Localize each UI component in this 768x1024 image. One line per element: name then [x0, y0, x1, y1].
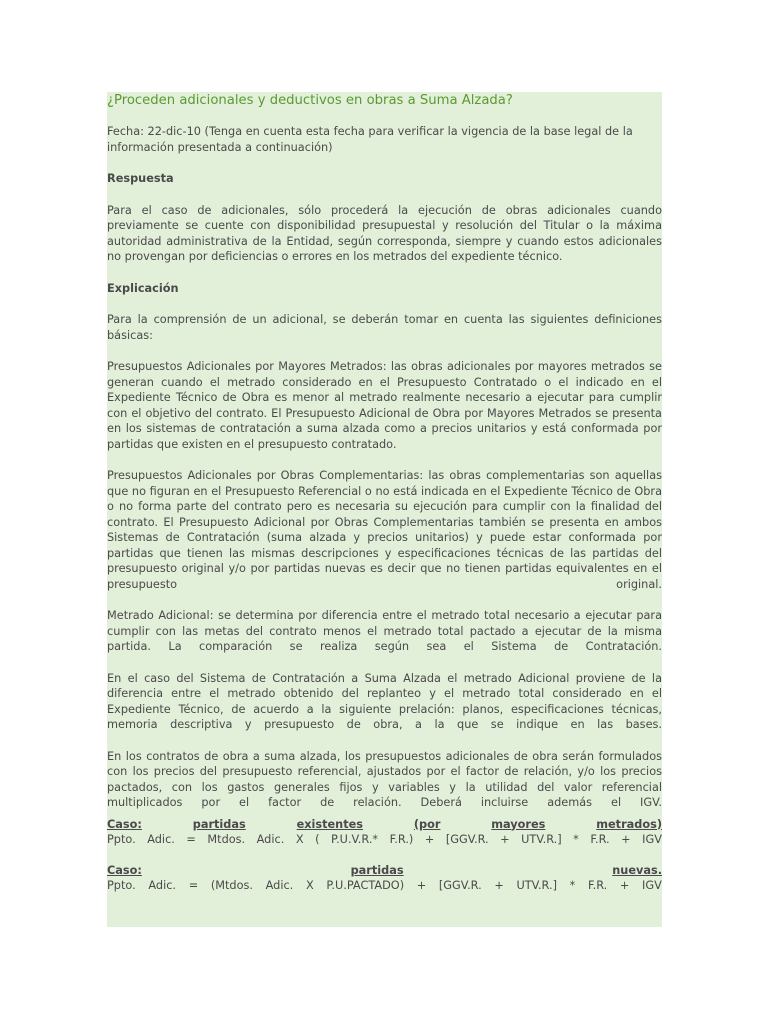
document-title: ¿Proceden adicionales y deductivos en obras a Suma Alzada?: [107, 93, 513, 108]
formula-token: +: [621, 833, 631, 846]
formula-token: =: [186, 833, 196, 846]
formula-token: +: [500, 833, 510, 846]
formula-token: Caso:: [107, 817, 142, 831]
formula-token: Adic.: [147, 833, 175, 846]
respuesta-paragraph: Para el caso de adicionales, sólo procederá la ejecución de obras adicionales cuando previamente se cuente con disponibilidad presupuestal y resolución del Titular o la máxima autoridad administrativa de la Entidad, según corresponda, siempre y cuando estos adicionales no provengan por deficiencias o errores en los metrados del expediente técnico.: [107, 203, 662, 263]
formula-token: *: [569, 879, 576, 892]
suma-alzada-paragraph: En el caso del Sistema de Contratación a Suma Alzada el metrado Adicional proviene de la diferencia entre el metrado obtenido del replanteo y el metrado total considerado en el Expediente Técnico, de acuerdo a la siguiente prelación: planos, especificaciones técnicas, memoria descriptiva y presupuesto de obra, a la que se indique en las bases.: [107, 671, 662, 731]
formula-token: nuevas.: [612, 863, 662, 877]
formula-token: metrados): [596, 817, 662, 831]
formula-token: mayores: [491, 817, 546, 831]
formula-token: IGV: [642, 833, 662, 846]
explicacion-intro: Para la comprensión de un adicional, se deberán tomar en cuenta las siguientes definiciones básicas:: [107, 313, 662, 342]
caso1-title: [107, 817, 662, 833]
formula-token: Ppto.: [107, 833, 136, 846]
formula-token: X: [305, 879, 314, 892]
formula-token: UTV.R.]: [521, 833, 562, 846]
formula-token: *: [573, 833, 579, 846]
formula-token: Adic.: [265, 879, 294, 892]
formula-token: X: [295, 833, 304, 846]
formula-token: IGV: [642, 879, 662, 892]
definition-metrado-adicional: Metrado Adicional: se determina por diferencia entre el metrado total necesario a ejecutar para cumplir con las metas del contrato menos el metrado total pactado a ejecutar de la misma partida. La comparación se realiza según sea el Sistema de Contratación.: [107, 609, 662, 653]
formula-token: Caso:: [107, 863, 142, 877]
formula-token: Adic.: [256, 833, 285, 846]
formula-token: Ppto.: [107, 879, 136, 892]
formula-token: partidas: [192, 817, 246, 831]
formula-token: +: [424, 833, 435, 846]
definition-obras-complementarias: Presupuestos Adicionales por Obras Complementarias: las obras complementarias son aquellas que no figuran en el Presupuesto Referencial o no está indicada en el Expediente Técnico de Obra o no forma parte del contrato pero es necesaria su ejecución para cumplir con la finalidad del contrato. El Presupuesto Adicional por Obras Complementarias también se presenta en ambos Sistemas de Contratación (suma alzada y precios unitarios) y puede estar conformada por partidas que tienen las mismas descripciones y especificaciones técnicas de las partidas del presupuesto original y/o por partidas nuevas es decir que no tienen partidas equivalentes en el presupuesto original.: [107, 469, 662, 591]
formula-token: [GGV.R.: [445, 833, 489, 846]
explicacion-heading: Explicación: [107, 281, 179, 295]
formula-token: Mtdos.: [207, 833, 246, 846]
formula-token: (por: [413, 817, 441, 831]
formula-token: =: [188, 879, 199, 892]
document-page: [107, 92, 662, 927]
respuesta-heading: Respuesta: [107, 172, 174, 185]
formula-token: P.U.PACTADO): [326, 879, 405, 892]
caso2-title: [107, 863, 662, 879]
fecha-text: Fecha: 22-dic-10 (Tenga en cuenta esta fecha para verificar la vigencia de la base legal de la información presentada a continuación): [107, 125, 633, 154]
formula-token: UTV.R.]: [516, 879, 557, 892]
formula-token: +: [494, 879, 504, 892]
formula-token: partidas: [350, 863, 404, 877]
contratos-paragraph: En los contratos de obra a suma alzada, los presupuestos adicionales de obra serán formulados con los precios del presupuesto referencial, ajustados por el factor de relación, y/o los precios pactados, con los gastos generales fijos y variables y la utilidad del valor referencial multiplicados por el factor de relación. Deberá incluirse además el IGV.: [107, 749, 662, 809]
formula-token: (: [315, 833, 320, 846]
formula-token: F.R.: [587, 879, 608, 892]
formula-token: (Mtdos.: [210, 879, 253, 892]
formula-token: F.R.): [389, 833, 414, 846]
caso2-formula: [107, 878, 662, 894]
caso1-formula: [107, 832, 662, 848]
formula-token: existentes: [296, 817, 364, 831]
formula-token: [GGV.R.: [438, 879, 482, 892]
formula-token: +: [416, 879, 427, 892]
formula-token: F.R.: [590, 833, 610, 846]
definition-mayores-metrados: Presupuestos Adicionales por Mayores Metrados: las obras adicionales por mayores metrados se generan cuando el metrado considerado en el Presupuesto Contratado o el indicado en el Expediente Técnico de Obra es menor al metrado realmente necesario a ejecutar para cumplir con el objetivo del contrato. El Presupuesto Adicional de Obra por Mayores Metrados se presenta en los sistemas de contratación a suma alzada como a precios unitarios y está conformada por partidas que existen en el presupuesto contratado.: [107, 360, 662, 451]
formula-token: P.U.V.R.*: [331, 833, 379, 846]
formula-token: Adic.: [148, 879, 177, 892]
formula-token: +: [619, 879, 630, 892]
